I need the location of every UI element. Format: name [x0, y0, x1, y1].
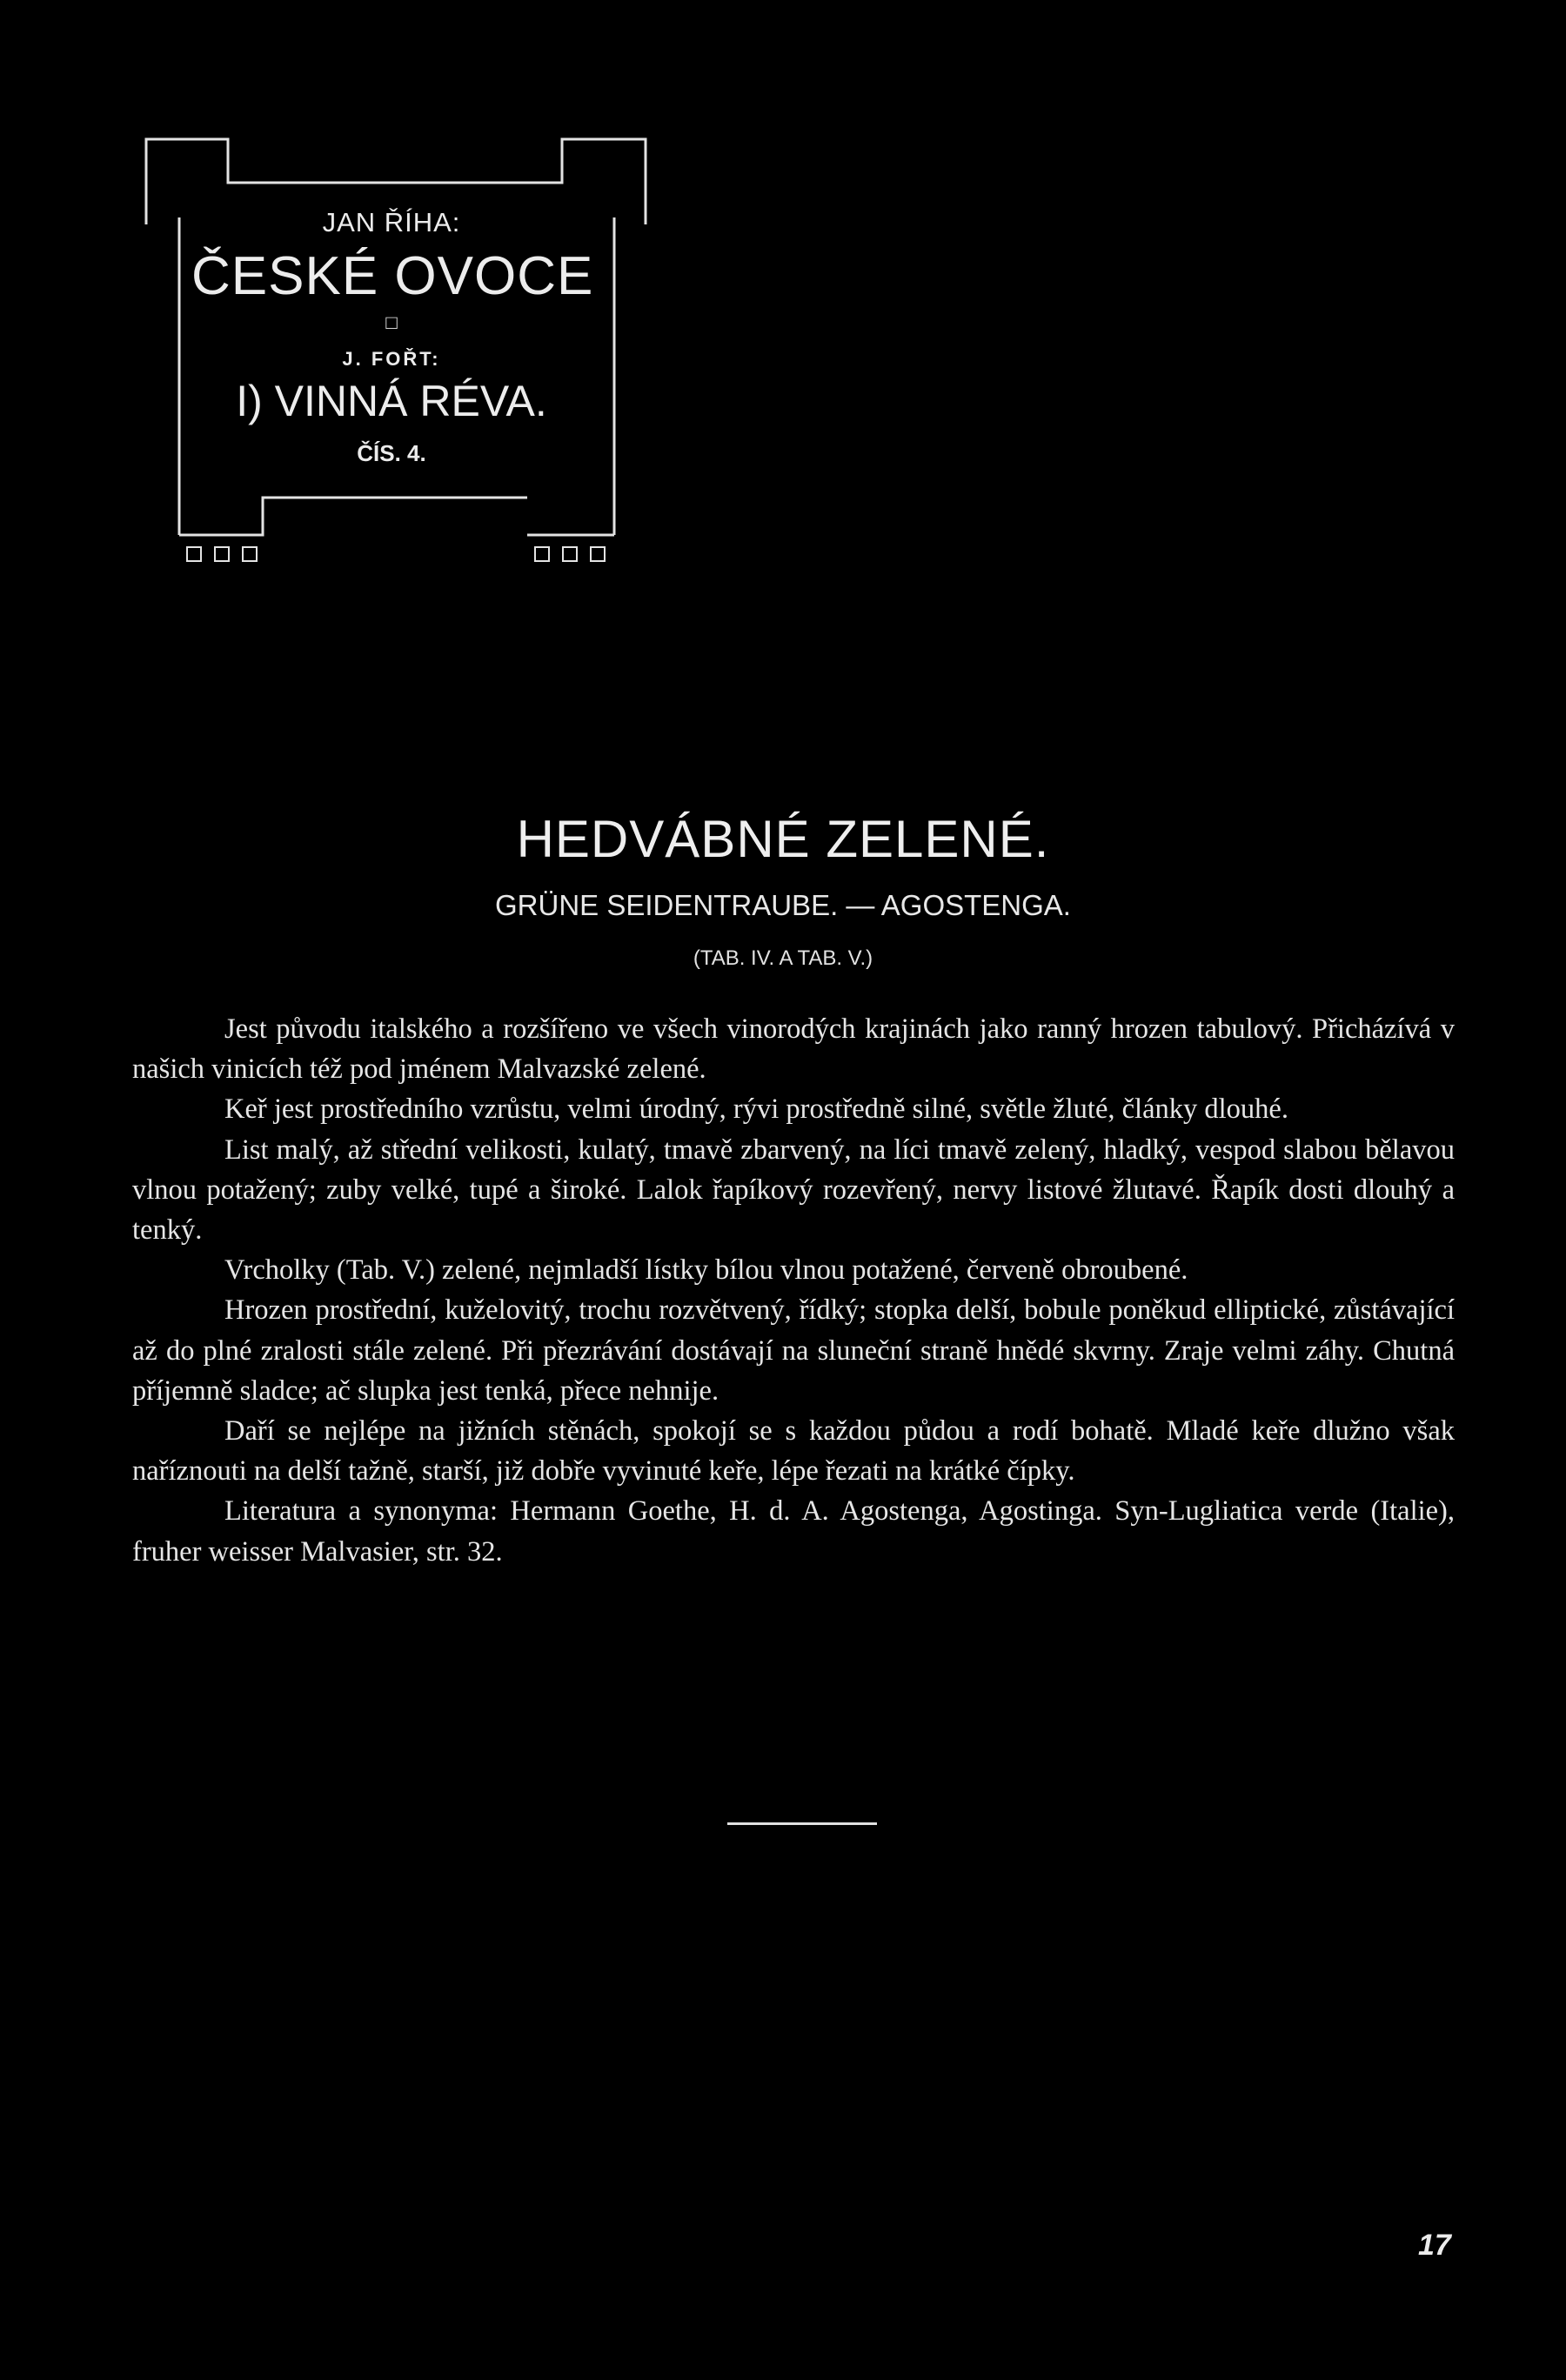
square-icon [590, 546, 606, 562]
paragraph: Literatura a synonyma: Hermann Goethe, H. d. A. Agostenga, Agostinga. Syn-Lugliatica verde (Italie), fruher weisser Malvasier, str. 32. [132, 1495, 1455, 1568]
square-icon [214, 546, 230, 562]
paragraph: Jest původu italského a rozšířeno ve všech vinorodých krajinách jako ranný hrozen tabulový. Přicházívá v našich vinicích též pod jménem Malvazské zelené. [132, 1013, 1455, 1086]
plates-reference: (TAB. IV. A TAB. V.) [693, 946, 873, 970]
series-title: ČESKÉ OVOCE [191, 246, 594, 306]
ornament-squares-right [534, 546, 606, 562]
paragraph: Hrozen prostřední, kuželovitý, trochu rozvětvený, řídký; stopka delší, bobule poněkud elliptické, zůstávající až do plné zralosti stále zelené. Při přezrávání dostávají na sluneční straně hnědé skvrny. Zraje velmi záhy. Chutná příjemně sladce; ač slupka jest tenká, přece nehnije. [132, 1294, 1455, 1407]
paragraph: Keř jest prostředního vzrůstu, velmi úrodný, rývi prostředně silné, světle žluté, články dlouhé. [224, 1093, 1288, 1126]
article-subtitle: GRÜNE SEIDENTRAUBE. — AGOSTENGA. [495, 889, 1071, 921]
article-body [132, 1009, 1455, 1572]
paragraph: Daří se nejlépe na jižních stěnách, spokojí se s každou půdou a rodí bohatě. Mladé keře dlužno však naříznouti na delší tažně, starší, již dobře vyvinuté keře, lépe řezati na krátké čípky. [132, 1415, 1455, 1488]
volume-title: I) VINNÁ RÉVA. [236, 377, 547, 425]
editor-name: J. FOŘT: [342, 348, 441, 370]
author-name: JAN ŘÍHA: [322, 207, 461, 237]
square-icon [242, 546, 258, 562]
article-title: HEDVÁBNÉ ZELENÉ. [516, 810, 1050, 868]
ornament-squares-left [186, 546, 258, 562]
separator-square-icon: □ [385, 311, 398, 333]
square-icon [186, 546, 202, 562]
issue-number: ČÍS. 4. [357, 440, 426, 466]
header-frame [0, 0, 1566, 609]
paragraph: List malý, až střední velikosti, kulatý, tmavě zbarvený, na líci tmavě zelený, hladký, vespod slabou bělavou vlnou potažený; zuby velké, tupé a široké. Lalok řapíkový rozevřený, nervy listové žlutavé. Řapík dosti dlouhý a tenký. [132, 1133, 1455, 1247]
paragraph: Vrcholky (Tab. V.) zelené, nejmladší lístky bílou vlnou potažené, červeně obroubené. [224, 1254, 1188, 1287]
square-icon [534, 546, 550, 562]
square-icon [562, 546, 578, 562]
divider [727, 1822, 877, 1825]
page-number: 17 [1418, 2229, 1451, 2262]
